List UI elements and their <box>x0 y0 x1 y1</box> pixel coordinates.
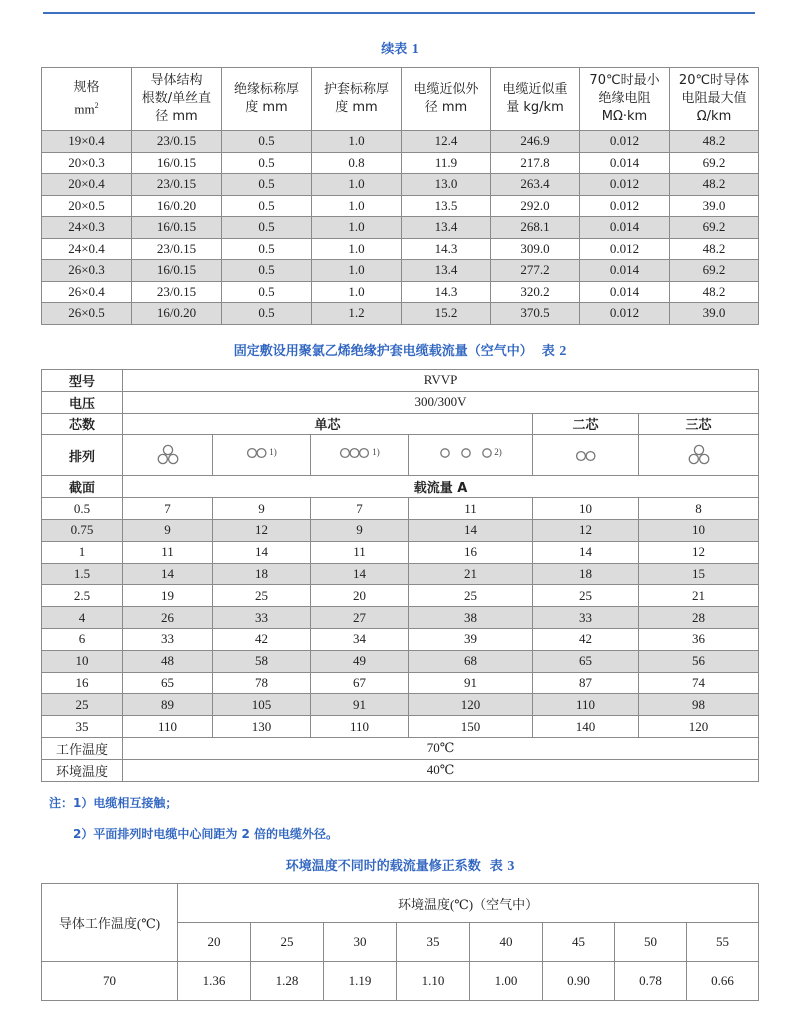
ampacity-value: 19 <box>123 585 213 607</box>
trefoil-icon <box>686 444 712 466</box>
table-cell: 1.0 <box>312 195 402 217</box>
table-cell: 14.3 <box>402 238 491 260</box>
table-cell: 39.0 <box>670 195 759 217</box>
ampacity-value: 14 <box>213 541 311 563</box>
ampacity-value: 27 <box>311 607 409 629</box>
spec-row <box>42 152 759 174</box>
ampacity-value: 89 <box>123 694 213 716</box>
ampacity-value: 48 <box>123 650 213 672</box>
table-cell: 0.012 <box>580 238 670 260</box>
trefoil-icon <box>155 444 181 466</box>
ampacity-value: 14 <box>311 563 409 585</box>
ampacity-value: 21 <box>409 563 533 585</box>
ampacity-value: 9 <box>213 498 311 520</box>
ampacity-value: 87 <box>533 672 639 694</box>
table-cell: 19×0.4 <box>42 131 132 153</box>
ampacity-value: 7 <box>123 498 213 520</box>
ampacity-label: 载流量 A <box>123 476 759 498</box>
table-cell: 0.014 <box>580 260 670 282</box>
table-cell: 0.5 <box>222 217 312 239</box>
ambient-temp-value: 40 <box>470 923 543 962</box>
ampacity-value: 49 <box>311 650 409 672</box>
ampacity-value: 21 <box>639 585 759 607</box>
ampacity-row <box>42 716 759 738</box>
ampacity-value: 56 <box>639 650 759 672</box>
ambient-temp-label: 环境温度 <box>42 759 123 781</box>
work-temp-row <box>42 737 759 759</box>
table-cell: 16/0.15 <box>132 260 222 282</box>
ampacity-value: 36 <box>639 628 759 650</box>
ampacity-row <box>42 519 759 541</box>
table-cell: 1.2 <box>312 303 402 325</box>
ambient-temp-value: 30 <box>324 923 397 962</box>
table-cell: 12.4 <box>402 131 491 153</box>
ampacity-row <box>42 498 759 520</box>
table-cell: 13.0 <box>402 174 491 196</box>
ampacity-value: 33 <box>533 607 639 629</box>
table-cell: 0.5 <box>222 238 312 260</box>
correction-factor: 1.19 <box>324 962 397 1001</box>
section-value: 0.75 <box>42 519 123 541</box>
table3-caption: 环境温度不同时的载流量修正系数 表 3 <box>285 859 515 874</box>
table2-caption: 固定敷设用聚氯乙烯绝缘护套电缆载流量（空气中） 表 2 <box>233 344 567 359</box>
ampacity-value: 39 <box>409 628 533 650</box>
ambient-temp-row <box>42 759 759 781</box>
three-flat-icon <box>339 447 371 459</box>
table-cell: 20×0.3 <box>42 152 132 174</box>
table-cell: 23/0.15 <box>132 174 222 196</box>
ampacity-value: 105 <box>213 694 311 716</box>
ampacity-value: 14 <box>123 563 213 585</box>
ampacity-value: 130 <box>213 716 311 738</box>
voltage-value: 300/300V <box>123 391 759 413</box>
table-cell: 1.0 <box>312 131 402 153</box>
ampacity-value: 20 <box>311 585 409 607</box>
correction-factor: 0.66 <box>687 962 759 1001</box>
single-core-label: 单芯 <box>123 413 533 435</box>
section-value: 16 <box>42 672 123 694</box>
section-value: 6 <box>42 628 123 650</box>
voltage-label: 电压 <box>42 391 123 413</box>
ampacity-value: 42 <box>533 628 639 650</box>
ampacity-value: 33 <box>123 628 213 650</box>
spec-row <box>42 174 759 196</box>
header-conductor-resistance: 20℃时导体 电阻最大值 Ω/km <box>670 68 759 131</box>
ampacity-value: 10 <box>533 498 639 520</box>
correction-header-row <box>42 884 759 923</box>
spec-header-row <box>42 68 759 131</box>
table-cell: 370.5 <box>491 303 580 325</box>
table-cell: 23/0.15 <box>132 238 222 260</box>
conductor-temp-value: 70 <box>42 962 178 1001</box>
ampacity-value: 8 <box>639 498 759 520</box>
ampacity-value: 15 <box>639 563 759 585</box>
table-cell: 292.0 <box>491 195 580 217</box>
ampacity-value: 98 <box>639 694 759 716</box>
ampacity-value: 91 <box>311 694 409 716</box>
ampacity-row <box>42 628 759 650</box>
ambient-temp-value: 40℃ <box>123 759 759 781</box>
table-cell: 1.0 <box>312 238 402 260</box>
ampacity-value: 7 <box>311 498 409 520</box>
ampacity-value: 110 <box>123 716 213 738</box>
table-cell: 1.0 <box>312 217 402 239</box>
table1-caption: 续表 1 <box>381 42 419 57</box>
table-cell: 69.2 <box>670 260 759 282</box>
table-cell: 26×0.4 <box>42 281 132 303</box>
ampacity-value: 9 <box>311 519 409 541</box>
section-value: 0.5 <box>42 498 123 520</box>
ampacity-value: 74 <box>639 672 759 694</box>
table-cell: 23/0.15 <box>132 131 222 153</box>
work-temp-label: 工作温度 <box>42 737 123 759</box>
arrangement-cell <box>533 435 639 476</box>
table-cell: 1.0 <box>312 281 402 303</box>
arrangement-row <box>42 435 759 476</box>
table-cell: 1.0 <box>312 174 402 196</box>
table-cell: 0.5 <box>222 174 312 196</box>
spec-table <box>41 67 759 325</box>
table-cell: 246.9 <box>491 131 580 153</box>
spec-row <box>42 238 759 260</box>
ambient-temp-header: 环境温度(℃)（空气中） <box>178 884 759 923</box>
table-cell: 16/0.20 <box>132 195 222 217</box>
ampacity-value: 58 <box>213 650 311 672</box>
spec-row <box>42 217 759 239</box>
ambient-temp-value: 50 <box>615 923 687 962</box>
model-row <box>42 370 759 392</box>
cores-row <box>42 413 759 435</box>
ampacity-row <box>42 585 759 607</box>
arrangement-cell <box>639 435 759 476</box>
table-cell: 16/0.15 <box>132 152 222 174</box>
table-cell: 26×0.5 <box>42 303 132 325</box>
table-cell: 13.4 <box>402 260 491 282</box>
ampacity-value: 78 <box>213 672 311 694</box>
ampacity-value: 11 <box>311 541 409 563</box>
ampacity-value: 150 <box>409 716 533 738</box>
table-cell: 0.5 <box>222 281 312 303</box>
header-weight: 电缆近似重 量 kg/km <box>491 68 580 131</box>
table-cell: 268.1 <box>491 217 580 239</box>
table-cell: 69.2 <box>670 217 759 239</box>
ampacity-value: 140 <box>533 716 639 738</box>
two-flat-icon <box>575 450 597 462</box>
table-cell: 11.9 <box>402 152 491 174</box>
header-conductor: 导体结构 根数/单丝直 径 mm <box>132 68 222 131</box>
table-cell: 14.3 <box>402 281 491 303</box>
ambient-temp-value: 25 <box>251 923 324 962</box>
ampacity-value: 28 <box>639 607 759 629</box>
table-cell: 0.014 <box>580 281 670 303</box>
ampacity-row <box>42 607 759 629</box>
table-cell: 277.2 <box>491 260 580 282</box>
two-flat-icon <box>246 447 268 459</box>
table-cell: 0.012 <box>580 174 670 196</box>
table-cell: 24×0.4 <box>42 238 132 260</box>
arrangement-cell: 2) <box>409 435 533 476</box>
section-value: 2.5 <box>42 585 123 607</box>
ambient-temp-value: 45 <box>543 923 615 962</box>
model-label: 型号 <box>42 370 123 392</box>
table-cell: 320.2 <box>491 281 580 303</box>
table-cell: 0.5 <box>222 195 312 217</box>
ampacity-value: 10 <box>639 519 759 541</box>
ampacity-table <box>41 369 759 782</box>
ampacity-value: 33 <box>213 607 311 629</box>
correction-factor: 0.78 <box>615 962 687 1001</box>
header-diameter: 电缆近似外 径 mm <box>402 68 491 131</box>
spec-row <box>42 281 759 303</box>
ampacity-value: 91 <box>409 672 533 694</box>
table-cell: 0.5 <box>222 260 312 282</box>
table-cell: 0.5 <box>222 303 312 325</box>
table-cell: 39.0 <box>670 303 759 325</box>
spec-row <box>42 260 759 282</box>
two-core-label: 二芯 <box>533 413 639 435</box>
arrangement-cell: 1) <box>213 435 311 476</box>
ampacity-value: 14 <box>533 541 639 563</box>
voltage-row <box>42 391 759 413</box>
section-value: 1 <box>42 541 123 563</box>
header-insulation-resistance: 70℃时最小 绝缘电阻 MΩ·km <box>580 68 670 131</box>
ampacity-value: 14 <box>409 519 533 541</box>
ampacity-value: 9 <box>123 519 213 541</box>
correction-factor: 0.90 <box>543 962 615 1001</box>
spec-row <box>42 303 759 325</box>
section-value: 1.5 <box>42 563 123 585</box>
ampacity-row <box>42 650 759 672</box>
ampacity-row <box>42 541 759 563</box>
table-cell: 20×0.5 <box>42 195 132 217</box>
table-cell: 48.2 <box>670 281 759 303</box>
table-cell: 309.0 <box>491 238 580 260</box>
cores-label: 芯数 <box>42 413 123 435</box>
section-value: 35 <box>42 716 123 738</box>
table-cell: 13.5 <box>402 195 491 217</box>
header-spec: 规格 $mm^2$ <box>42 68 132 131</box>
correction-factor: 1.28 <box>251 962 324 1001</box>
table-cell: 15.2 <box>402 303 491 325</box>
ampacity-value: 12 <box>533 519 639 541</box>
ampacity-value: 120 <box>639 716 759 738</box>
spec-row <box>42 131 759 153</box>
table-cell: 0.014 <box>580 152 670 174</box>
table-cell: 0.012 <box>580 303 670 325</box>
conductor-temp-label: 导体工作温度(℃) <box>42 884 178 962</box>
ampacity-value: 34 <box>311 628 409 650</box>
table-cell: 24×0.3 <box>42 217 132 239</box>
table-cell: 0.012 <box>580 131 670 153</box>
arrangement-label: 排列 <box>42 435 123 476</box>
ampacity-value: 12 <box>213 519 311 541</box>
correction-factor: 1.00 <box>470 962 543 1001</box>
correction-factor: 1.10 <box>397 962 470 1001</box>
correction-table <box>41 883 759 1001</box>
table-cell: 0.012 <box>580 195 670 217</box>
table-cell: 16/0.20 <box>132 303 222 325</box>
ampacity-value: 12 <box>639 541 759 563</box>
section-value: 25 <box>42 694 123 716</box>
model-value: RVVP <box>123 370 759 392</box>
table-cell: 48.2 <box>670 238 759 260</box>
ampacity-value: 25 <box>409 585 533 607</box>
table-cell: 263.4 <box>491 174 580 196</box>
table-cell: 1.0 <box>312 260 402 282</box>
section-header-row <box>42 476 759 498</box>
ambient-temp-value: 55 <box>687 923 759 962</box>
three-spaced-icon <box>439 447 493 459</box>
ampacity-value: 26 <box>123 607 213 629</box>
section-label: 截面 <box>42 476 123 498</box>
ampacity-row <box>42 563 759 585</box>
correction-factor: 1.36 <box>178 962 251 1001</box>
ampacity-value: 65 <box>533 650 639 672</box>
table-cell: 48.2 <box>670 131 759 153</box>
ampacity-value: 120 <box>409 694 533 716</box>
table-cell: 20×0.4 <box>42 174 132 196</box>
ampacity-value: 18 <box>213 563 311 585</box>
table-cell: 23/0.15 <box>132 281 222 303</box>
ampacity-value: 110 <box>533 694 639 716</box>
table-cell: 48.2 <box>670 174 759 196</box>
header-insulation: 绝缘标称厚 度 mm <box>222 68 312 131</box>
ampacity-value: 42 <box>213 628 311 650</box>
note-2: 2）平面排列时电缆中心间距为 2 倍的电缆外径。 <box>73 827 339 841</box>
ampacity-row <box>42 694 759 716</box>
spec-row <box>42 195 759 217</box>
ampacity-value: 68 <box>409 650 533 672</box>
ambient-temp-value: 35 <box>397 923 470 962</box>
ampacity-value: 67 <box>311 672 409 694</box>
table-cell: 0.5 <box>222 131 312 153</box>
table-cell: 69.2 <box>670 152 759 174</box>
table-cell: 13.4 <box>402 217 491 239</box>
factors-row <box>42 962 759 1001</box>
ampacity-value: 65 <box>123 672 213 694</box>
ambient-temp-value: 20 <box>178 923 251 962</box>
table-cell: 217.8 <box>491 152 580 174</box>
top-rule <box>43 12 755 14</box>
table-cell: 0.014 <box>580 217 670 239</box>
ampacity-value: 11 <box>409 498 533 520</box>
table-cell: 0.8 <box>312 152 402 174</box>
ampacity-value: 38 <box>409 607 533 629</box>
arrangement-cell: 1) <box>311 435 409 476</box>
table-cell: 26×0.3 <box>42 260 132 282</box>
ampacity-value: 25 <box>533 585 639 607</box>
ampacity-value: 16 <box>409 541 533 563</box>
table-cell: 16/0.15 <box>132 217 222 239</box>
header-sheath: 护套标称厚 度 mm <box>312 68 402 131</box>
ampacity-value: 18 <box>533 563 639 585</box>
ampacity-value: 25 <box>213 585 311 607</box>
three-core-label: 三芯 <box>639 413 759 435</box>
section-value: 10 <box>42 650 123 672</box>
work-temp-value: 70℃ <box>123 737 759 759</box>
table-cell: 0.5 <box>222 152 312 174</box>
ampacity-value: 110 <box>311 716 409 738</box>
ampacity-value: 11 <box>123 541 213 563</box>
section-value: 4 <box>42 607 123 629</box>
note-1: 注：1）电缆相互接触； <box>49 796 178 810</box>
ampacity-row <box>42 672 759 694</box>
arrangement-cell <box>123 435 213 476</box>
